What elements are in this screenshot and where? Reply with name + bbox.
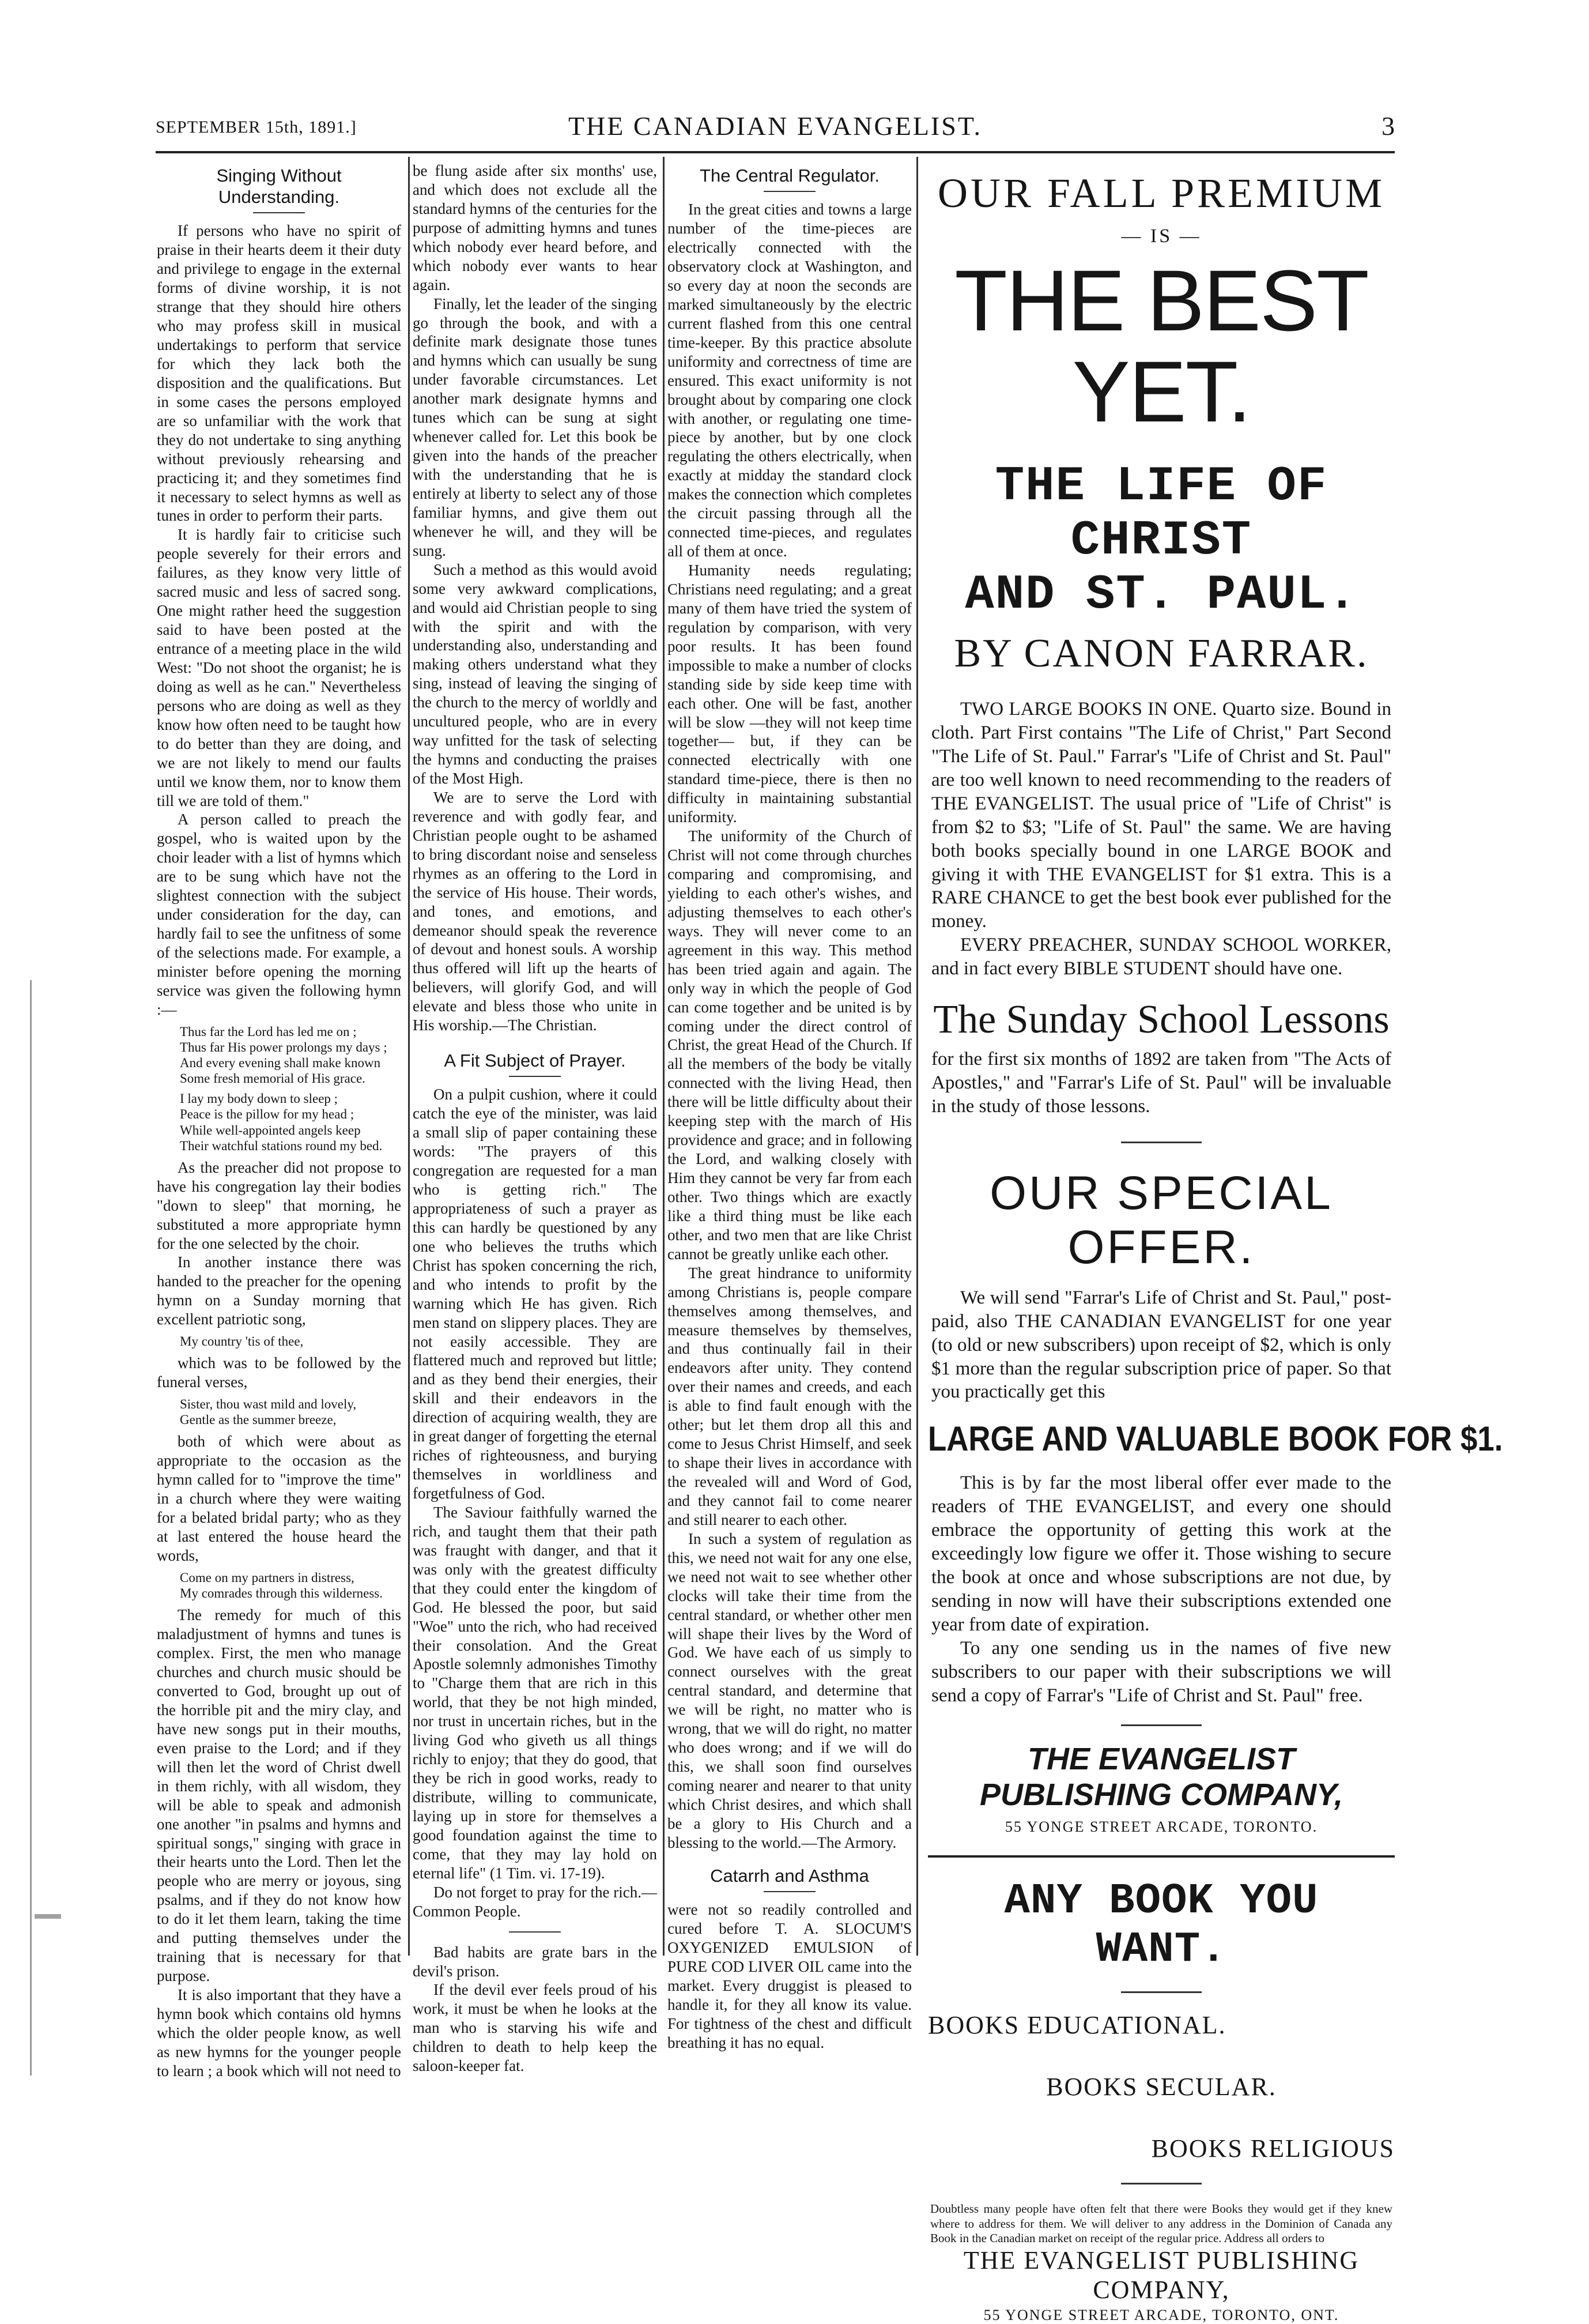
issue-date: SEPTEMBER 15th, 1891.] <box>156 118 357 137</box>
ad-author: BY CANON FARRAR. <box>954 631 1369 676</box>
paragraph: both of which were about as appropriate to the occasion as the hymn called for to "improve the time" in a church where they were waiting for a belated bridal party; who as they at last entered the house heard the words, <box>157 1433 401 1565</box>
section-rule <box>1121 1724 1202 1726</box>
paragraph: In such a system of regulation as this, we need not wait for any one else, we need not wait to see whether other clocks will take their time from the central standard, or whether other men will shape their lives by the Word of God. We have each of us simply to connect ourselves with the great central standard, and determine that we will be right, no matter who is wrong, that we will do right, no matter who does wrong; and if we will do this, we shall soon find ourselves coming nearer and nearer to that unity which Christ desires, and which shall be a glory to His Church and a blessing to the world.—The Armory. <box>667 1530 912 1851</box>
books-secular: BOOKS SECULAR. <box>1046 2073 1277 2101</box>
title-rule <box>764 191 816 192</box>
ad-heading-sunday-lessons: The Sunday School Lessons <box>933 997 1390 1042</box>
publisher-address-footer: 55 YONGE STREET ARCADE, TORONTO, ONT. <box>983 2306 1339 2323</box>
column-divider <box>916 157 918 1956</box>
ad-heading-best: THE BEST YET. <box>954 252 1368 440</box>
ad-body <box>931 1471 1391 1707</box>
paragraph: Such a method as this would avoid some very awkward complications, and would aid Christian people to sing with the spirit and with the understanding also, understanding and making others understand what they sing, instead of leaving the singing of the church to the mercy of worldly and uncultured people, who are in every way unfitted for the task of selecting the hymns and conducting the praises of the Most High. <box>413 560 657 787</box>
paragraph: If persons who have no spirit of praise in their hearts deem it their duty and privilege to engage in the external forms of divine worship, it is not strange that they should hire others who may profess skill in musical undertakings to perform that service for which they lack both the disposition and the qualifications. But in some cases the persons employed are so unfamiliar with the work that they do not undertake to sing anything without previously rehearsing and practicing it; and they sometimes find it necessary to select hymns as well as tunes in order to perform their parts. <box>157 222 401 525</box>
paragraph: In the great cities and towns a large number of the time-pieces are electrically connected with the observatory clock at Washington, and so every day at noon the seconds are marked simultaneously by the electric current flashed from this one central time-keeper. By this practice absolute uniformity and correctness of time are ensured. This exact uniformity is not brought about by comparing one clock with another, or regulating one time-piece by another, but by one clock regulating the others electrically, when exactly at midday the standard clock makes the connection which completes the circuit passing through all the connected time-pieces, and regulates all of them at once. <box>667 201 912 560</box>
paragraph: In another instance there was handed to the preacher for the opening hymn on a Sunday morning that excellent patriotic song, <box>157 1253 401 1328</box>
paragraph: The Saviour faithfully warned the rich, and taught them that their path was fraught with danger, and that it was only with the greatest difficulty that they could enter the kingdom of God. He blessed the poor, but said "Woe" unto the rich, who had received their consolation. And the Great Apostle solemnly admonishes Timothy to "Charge them that are rich in this world, that they be not high minded, nor trust in uncertain riches, but in the living God who giveth us all things richly to enjoy; that they do good, that they be rich in good works, ready to distribute, willing to communicate, laying up in store for themselves a good foundation against the time to come, that they may lay hold on eternal life" (1 Tim. vi. 17-19). <box>413 1503 657 1882</box>
column-central-regulator <box>667 161 912 2051</box>
ad-heading-premium: OUR FALL PREMIUM <box>937 170 1386 216</box>
paragraph: The remedy for much of this maladjustment of hymns and tunes is complex. First, the men who manage churches and church music should be converted to God, brought up out of the horrible pit and the miry clay, and have new songs put in their mouths, even praise to the Lord; and if they will then let the word of Christ dwell in them richly, with all wisdom, they will be able to speak and admonish one another "in psalms and hymns and spiritual songs," singing with grace in their hearts unto the Lord. Then let the people who are merry or joyous, sing psalms, and if they do not know how to do it let them learn, taking the time and putting themselves under the training that is necessary for that purpose. <box>157 1606 401 1985</box>
paragraph: If the devil ever feels proud of his work, it must be when he looks at the man who is starving his wife and children to death to help keep the saloon-keeper fat. <box>413 1981 657 2075</box>
masthead <box>156 107 1395 148</box>
ad-heading-large-book: LARGE AND VALUABLE BOOK FOR $1. <box>928 1419 1503 1459</box>
paragraph: be flung aside after six months' use, and which does not exclude all the standard hymns of the centuries for the purpose of admitting hymns and tunes which nobody ever heard before, and which nobody ever wants to hear again. <box>413 162 657 293</box>
books-religious: BOOKS RELIGIOUS <box>1151 2134 1395 2163</box>
paragraph: Do not forget to pray for the rich.—Common People. <box>413 1883 657 1920</box>
paragraph: To any one sending us in the names of five new subscribers to our paper with their subscriptions we will send a copy of Farrar's "Life of Christ and St. Paul" free. <box>931 1637 1391 1706</box>
article-title: Catarrh and Asthma <box>710 1865 869 1886</box>
ad-body <box>931 1048 1391 1118</box>
hymn-verse: My country 'tis of thee, <box>180 1334 304 1349</box>
publisher-address: 55 YONGE STREET ARCADE, TORONTO. <box>1005 1818 1318 1836</box>
ad-heading-any-book: ANY BOOK YOU WANT. <box>1004 1877 1319 1975</box>
ad-heading-is: — IS — <box>1121 225 1202 247</box>
paragraph: for the first six months of 1892 are taken from "The Acts of Apostles," and "Farrar's Life of St. Paul" will be invaluable in the study of those lessons. <box>931 1049 1391 1117</box>
paragraph: Bad habits are grate bars in the devil's prison. <box>413 1943 657 1980</box>
newspaper-title: THE CANADIAN EVANGELIST. <box>568 111 983 141</box>
article-title: Singing Without Understanding. <box>216 165 342 208</box>
books-educational: BOOKS EDUCATIONAL. <box>928 2011 1226 2040</box>
paragraph: On a pulpit cushion, where it could catch the eye of the minister, was laid a small slip of paper containing these words: "The prayers of this congregation are requested for a man who is getting rich." The appropriateness of such a prayer as this can hardly be questioned by any one who believes the truths which Christ has spoken concerning the rich, and who intends to profit by the warning which He has given. Rich men stand on slippery places. They are not easily accessible. They are flattered much and reproved but little; and as they bend their energies, their skill and their endeavors in the direction of acquiring wealth, they are in great danger of forgetting the eternal riches of righteousness, and burying themselves in worldliness and forgetfulness of God. <box>413 1086 657 1502</box>
column-divider <box>663 157 665 1956</box>
paragraph: EVERY PREACHER, SUNDAY SCHOOL WORKER, and in fact every BIBLE STUDENT should have one. <box>931 935 1391 980</box>
hymn-verse: Thus far the Lord has led me on ; Thus far His power prolongs my days ; And every evening shall make known Some fresh memorial of His grace. <box>180 1024 387 1086</box>
ad-book-title-line2: AND ST. PAUL. <box>965 568 1358 623</box>
masthead-rule <box>156 151 1395 153</box>
paragraph: The great hindrance to uniformity among Christians is, people compare themselves among themselves, and measure themselves by themselves, and thus continually fail in their endeavors after unity. They contend over their names and creeds, and each is able to find fault enough with the other; but let them drop all this and come to Jesus Christ Himself, and seek to shape their lives in accordance with the revealed will and Word of God, and they cannot fail to come nearer and still nearer to each other. <box>667 1264 912 1528</box>
article-title: The Central Regulator. <box>700 165 880 186</box>
paragraph: As the preacher did not propose to have his congregation lay their bodies "down to sleep" that morning, he substituted a more appropriate hymn for the one selected by the choir. <box>157 1158 401 1252</box>
paragraph: TWO LARGE BOOKS IN ONE. Quarto size. Bound in cloth. Part First contains "The Life of Christ," Part Second "The Life of St. Paul." Farrar's "Life of Christ and St. Paul" are too well known to need recommending to the readers of THE EVANGELIST. The usual price of "Life of Christ" is from $2 to $3; "Life of St. Paul" the same. We are having both books specially bound in one LARGE BOOK and giving it with THE EVANGELIST for $1 extra. This is a RARE CHANCE to get the best book ever published for the money. <box>931 699 1391 932</box>
section-rule <box>1121 1142 1202 1143</box>
ad-body <box>931 698 1391 981</box>
paragraph: which was to be followed by the funeral verses, <box>157 1354 401 1391</box>
ad-fine-print: Doubtless many people have often felt that there were Books they would get if they knew where to address for them. We will deliver to any address in the Dominion of Canada any Book in the Canadian market on receipt of the regular price. Address all orders to <box>930 2202 1392 2245</box>
paragraph: This is by far the most liberal offer ever made to the readers of THE EVANGELIST, and every one should embrace the opportunity of getting this work at the exceedingly low figure we offer it. Those wishing to secure the book at once and whose subscriptions are not due, by sending in now will have their subscriptions extended one year from date of expiration. <box>931 1472 1391 1635</box>
column-divider <box>408 157 410 1956</box>
paragraph: The uniformity of the Church of Christ will not come through churches comparing and compromising, and yielding to each other's wishes, and adjusting themselves to each other's ways. They will never come to an agreement in this way. This method has been tried again and again. The only way in which the people of God can come together and be united is by coming under the direct control of Christ, the great Head of the Church. If all the members of the body be vitally connected with the living Head, then there will be little difficulty about their keeping step with the march of His providence and grace; and in following the Lord, and walking closely with Him they cannot be very far from each other. Two things which are exactly like a third thing must be like each other, and two men that are like Christ cannot be greatly unlike each other. <box>667 827 912 1263</box>
page-number: 3 <box>1382 111 1395 141</box>
section-rule <box>1121 2183 1202 2184</box>
paragraph: It is hardly fair to criticise such people severely for their errors and failures, as they know very little of sacred music and less of sacred song. One might rather heed the suggestion said to have been posted at the entrance of a meeting place in the wild West: "Do not shoot the organist; he is doing as well as he can." Nevertheless persons who are doing as well as they know how often need to be taught how to do better than they are doing, and we are not likely to mend our faults until we know them, nor to know them till we are told of them." <box>157 526 401 809</box>
scan-artifact <box>30 980 32 2076</box>
column-fit-subject <box>413 161 657 2075</box>
title-rule <box>253 212 305 213</box>
hymn-verse: I lay my body down to sleep ; Peace is the pillow for my head ; While well-appointed angels keep Their watchful stations round my bed. <box>180 1091 383 1153</box>
paragraph: We will send "Farrar's Life of Christ and St. Paul," post-paid, also THE CANADIAN EVANGELIST for one year (to old or new subscribers) upon receipt of $2, which is only $1 more than the regular subscription price of paper. So that you practically get this <box>931 1287 1391 1403</box>
publisher-name: THE EVANGELIST PUBLISHING COMPANY, <box>979 1742 1343 1813</box>
paragraph: Finally, let the leader of the singing go through the book, and with a definite mark designate those tunes and hymns which can usually be sung under favorable circumstances. Let another mark designate hymns and tunes which can be sung at sight whenever called for. Let this book be given into the hands of the preacher with the understanding that he is entirely at liberty to select any of those familiar hymns, and give them out whenever he will, and they will be sung. <box>413 295 657 559</box>
publisher-name-footer: THE EVANGELIST PUBLISHING COMPANY, <box>963 2246 1360 2304</box>
column-singing <box>157 161 401 2080</box>
hymn-verse: Come on my partners in distress, My comrades through this wilderness. <box>180 1570 383 1601</box>
ad-heading-special-offer: OUR SPECIAL OFFER. <box>990 1166 1333 1274</box>
paragraph: It is also important that they have a hymn book which contains old hymns which the older people know, as well as new hymns for the younger people to learn ; a book which will not need to <box>157 1986 401 2080</box>
advertisement-column <box>928 161 1503 2323</box>
paragraph: Humanity needs regulating; Christians need regulating; and a great many of them have tried the system of regulation by comparison, with very poor results. It has been found impossible to make a number of clocks standing side by side keep time with each other. One will be fast, another will be slow —they will not keep time together— but, if they can be connected electrically with one standard time-piece, there is then no difficulty in maintaining substantial uniformity. <box>667 562 912 826</box>
paragraph: were not so readily controlled and cured before T. A. SLOCUM'S OXYGENIZED EMULSION of PURE COD LIVER OIL came into the market. Every druggist is pleased to handle it, for they all know its value. For tightness of the chest and difficult breathing it has no equal. <box>667 1900 912 2051</box>
section-rule <box>509 1931 561 1933</box>
hymn-verse: Sister, thou wast mild and lovely, Gentle as the summer breeze, <box>180 1397 357 1427</box>
section-rule <box>1121 1991 1202 1993</box>
ad-book-title-line1: THE LIFE OF CHRIST <box>995 459 1328 569</box>
paragraph: A person called to preach the gospel, who is waited upon by the choir leader with a list of hymns which are to be sung which have not the slightest connection with the subject under consideration for the day, can hardly fail to see the unfitness of some of the selections made. For example, a minister before opening the morning service was given the following hymn :— <box>157 811 401 1018</box>
scan-artifact <box>35 1914 61 1919</box>
article-title: A Fit Subject of Prayer. <box>444 1050 626 1071</box>
ad-divider <box>928 1855 1395 1858</box>
title-rule <box>764 1891 816 1892</box>
title-rule <box>509 1076 561 1077</box>
ad-body <box>931 1286 1391 1404</box>
paragraph: We are to serve the Lord with reverence and with godly fear, and Christian people ought to be ashamed to bring discordant noise and senseless rhymes as an offering to the Lord in the service of His house. Their words, and tones, and emotions, and demeanor should speak the reverence of devout and honest souls. A worship thus offered will lift up the hearts of believers, will glorify God, and will elevate and bless those who unite in His worship.—The Christian. <box>413 788 657 1034</box>
